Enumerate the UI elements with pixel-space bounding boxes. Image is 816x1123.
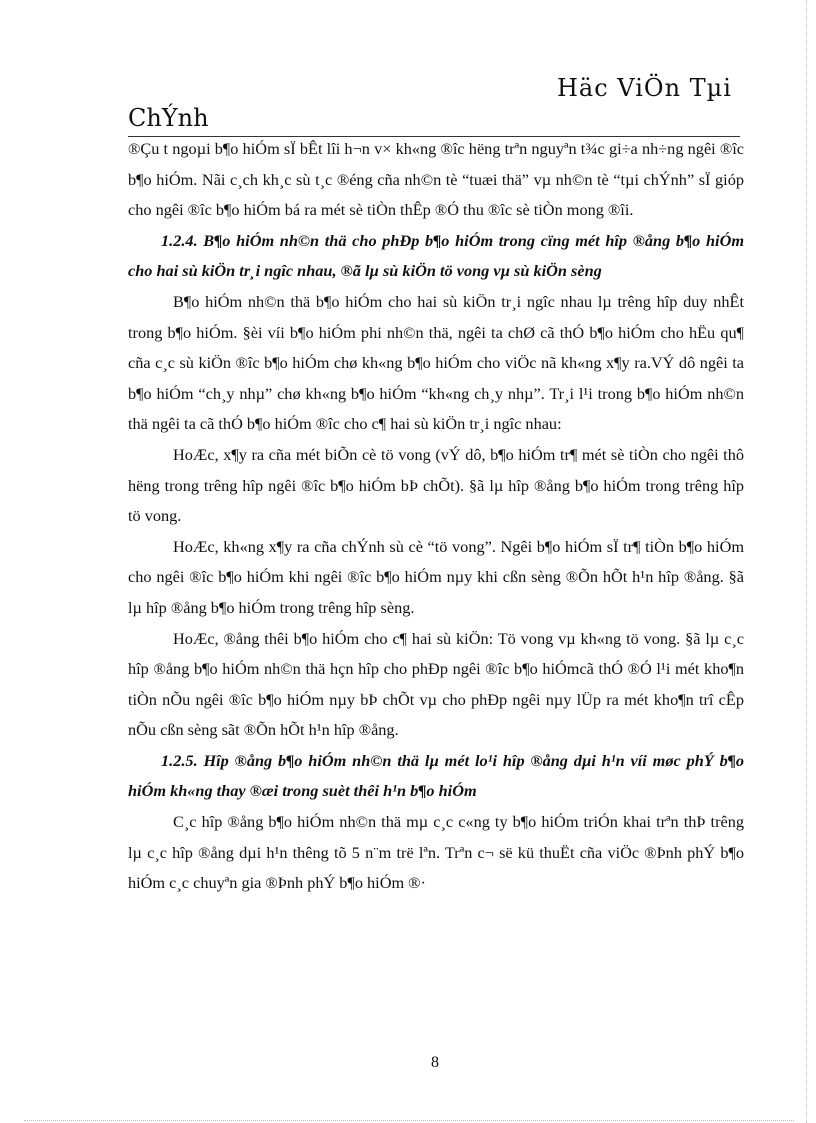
paragraph: HoÆc, x¶y ra cña mét biÕn cè tö vong (vÝ dô, b¶o hiÓm tr¶ mét sè tiÒn cho ngêi thô hëng trong trêng hîp ngêi ®îc b¶o hiÓm bÞ chÕt). §ã lµ hîp ®ång b¶o hiÓm trong trêng hîp tö vong. bbox=[128, 444, 744, 526]
section-heading-1-2-4: 1.2.4. B¶o hiÓm nh©n thä cho phÐp b¶o hiÓm trong cïng mét hîp ®ång b¶o hiÓm cho hai sù kiÖn tr¸i ngîc nhau, ®ã lµ sù kiÖn tö vong vµ sù kiÖn sèng bbox=[128, 230, 744, 281]
footer-dotted-rule bbox=[24, 1120, 794, 1121]
paragraph: C¸c hîp ®ång b¶o hiÓm nh©n thä mµ c¸c c«ng ty b¶o hiÓm triÓn khai trªn thÞ trêng lµ c¸c hîp ®ång dµi h¹n thêng tõ 5 n¨m trë lªn. Trªn c¬ së kü thuËt cña viÖc ®Þnh phÝ b¶o hiÓm c¸c chuyªn gia ®Þnh phÝ b¶o hiÓm ®· bbox=[128, 812, 744, 893]
paragraph: HoÆc, kh«ng x¶y ra cña chÝnh sù cè “tö vong”. Ngêi b¶o hiÓm sÏ tr¶ tiÒn b¶o hiÓm cho ngêi ®îc b¶o hiÓm khi ngêi ®îc b¶o hiÓm nµy khi cßn sèng ®Õn hÕt h¹n hîp ®ång. §ã lµ hîp ®ång b¶o hiÓm trong trêng hîp sèng. bbox=[128, 536, 744, 617]
section-heading-1-2-5: 1.2.5. Hîp ®ång b¶o hiÓm nh©n thä lµ mét lo¹i hîp ®ång dµi h¹n víi møc phÝ b¶o hiÓm kh«ng thay ®æi trong suèt thêi h¹n b¶o hiÓm bbox=[128, 750, 744, 801]
header-institution: Häc ViÖn Tµi bbox=[557, 74, 732, 102]
side-dotted-rule bbox=[806, 0, 807, 1123]
document-body bbox=[128, 134, 744, 899]
paragraph: B¶o hiÓm nh©n thä b¶o hiÓm cho hai sù kiÖn tr¸i ngîc nhau lµ trêng hîp duy nhÊt trong b¶o hiÓm. §èi víi b¶o hiÓm phi nh©n thä, ngêi ta chØ cã thÓ b¶o hiÓm cho hËu qu¶ cña c¸c sù kiÖn ®îc b¶o hiÓm chø kh«ng b¶o hiÓm cho viÖc nã kh«ng x¶y ra.VÝ dô ngêi ta b¶o hiÓm “ch¸y nhµ” chø kh«ng b¶o hiÓm “kh«ng ch¸y nhµ”. Tr¸i l¹i trong b¶o hiÓm nh©n thä ngêi ta cã thÓ b¶o hiÓm ®îc cho c¶ hai sù kiÖn tr¸i ngîc nhau: bbox=[128, 291, 744, 434]
paragraph: HoÆc, ®ång thêi b¶o hiÓm cho c¶ hai sù kiÖn: Tö vong vµ kh«ng tö vong. §ã lµ c¸c hîp ®ång b¶o hiÓm nh©n thä hçn hîp cho phÐp ngêi ®îc b¶o hiÓmcã thÓ ®Ó l¹i mét kho¶n tiÒn nÕu ngêi ®îc b¶o hiÓm nµy bÞ chÕt vµ cho phÐp ngêi nµy lÜp ra mét kho¶n trî cÊp nÕu cßn sèng sãt ®Õn hÕt h¹n hîp ®ång. bbox=[128, 628, 744, 740]
paragraph-continuation: ®Çu t ngoµi b¶o hiÓm sÏ bÊt lîi h¬n v× kh«ng ®îc hëng trªn nguyªn t¾c gi÷a nh÷ng ngêi ®îc b¶o hiÓm. Nãi c¸ch kh¸c sù t¸c ®éng cña nh©n tè “tuæi thä” vµ nh©n tè “tµi chÝnh” sÏ gióp cho ngêi ®îc b¶o hiÓm bá ra mét sè tiÒn thÊp ®Ó thu ®îc sè tiÒn mong ®îi. bbox=[128, 139, 744, 220]
page-number: 8 bbox=[431, 1054, 439, 1071]
header-institution-continued: ChÝnh bbox=[128, 104, 209, 132]
